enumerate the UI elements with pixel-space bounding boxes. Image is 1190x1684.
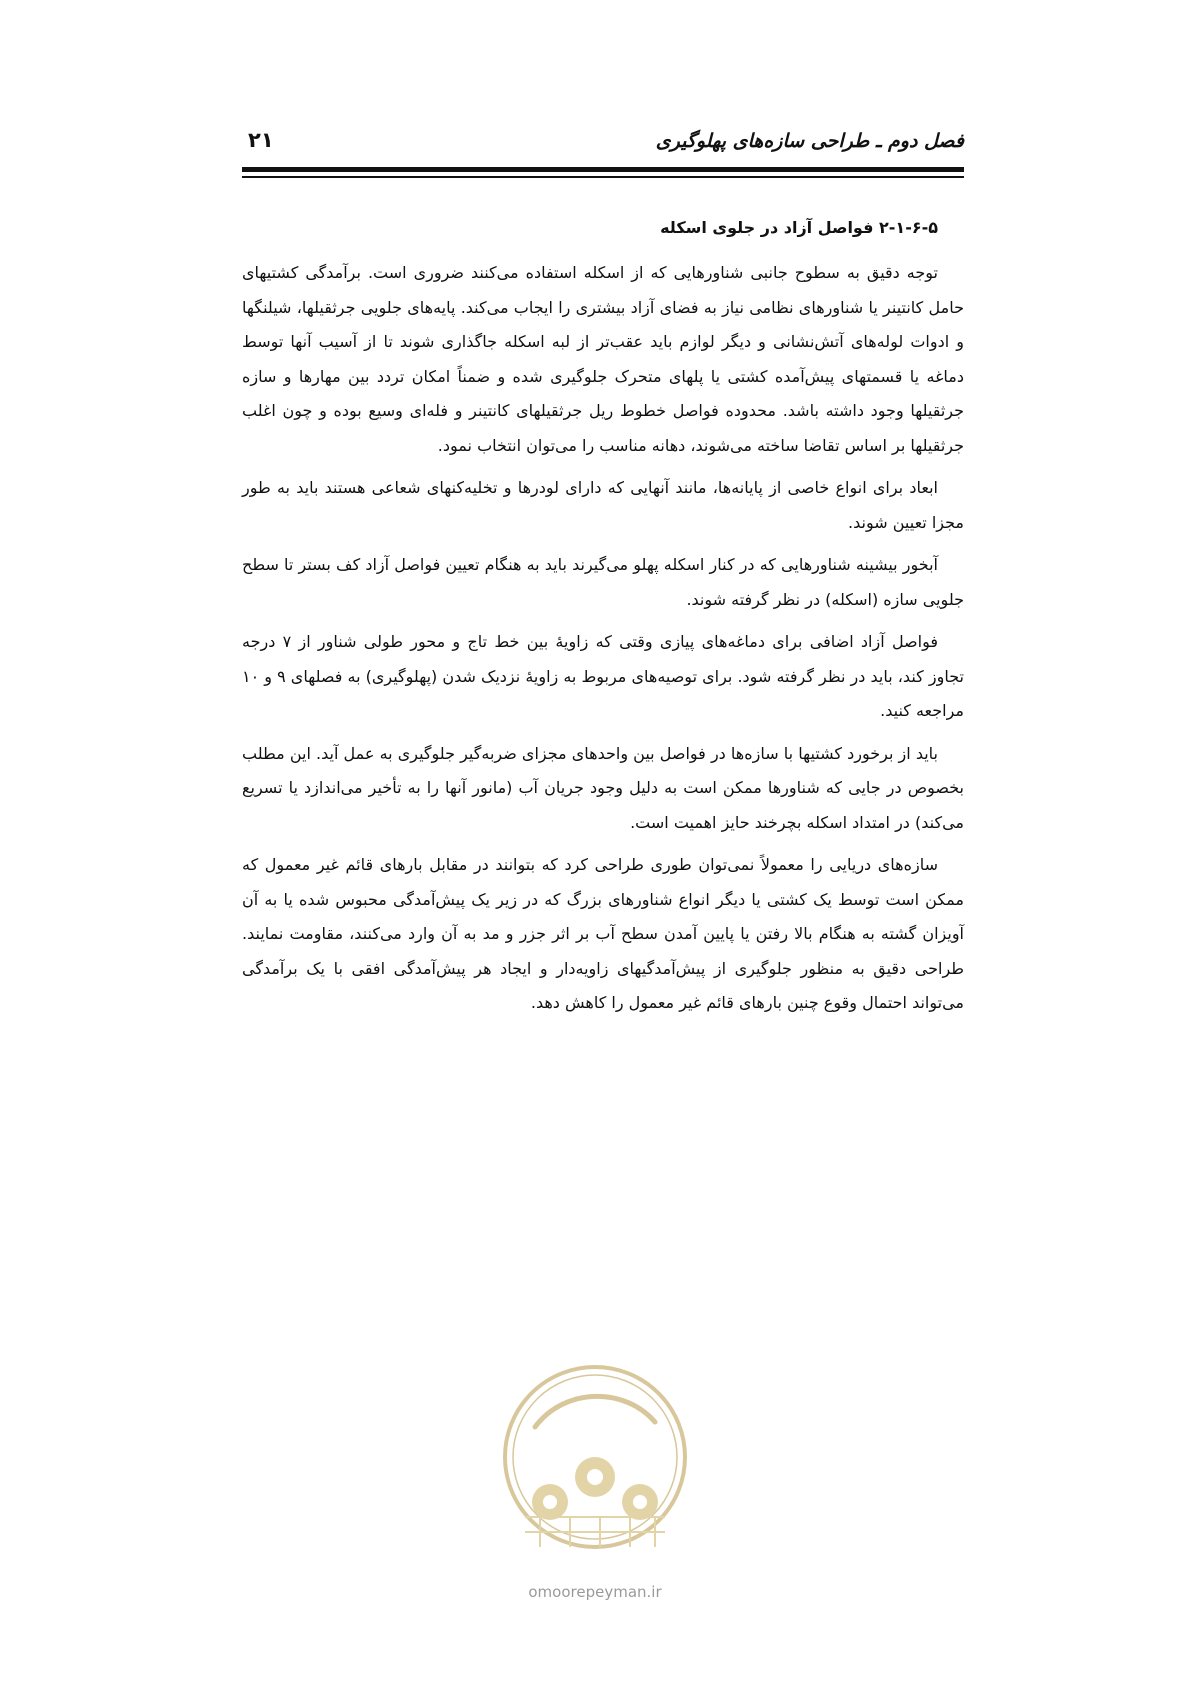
paragraph-1: توجه دقیق به سطوح جانبی شناورهایی که از اسکله استفاده می‌کنند ضروری است. برآمدگی کشتیهای حامل کانتینر یا شناورهای نظامی نیاز به فضای آزاد بیشتری را ایجاب می‌کند. پایه‌های جلویی جرثقیلها، شیلنگها و ادوات لوله‌های آتش‌نشانی و دیگر لوازم باید عقب‌تر از لبه اسکله جاگذاری شوند تا از آسیب آنها توسط دماغه یا قسمتهای پیش‌آمده کشتی یا پلهای متحرک جلوگیری شده و ضمناً امکان تردد بین مهارها و سازه جرثقیلها وجود داشته باشد. محدوده فواصل خطوط ریل جرثقیلهای کانتینر و فله‌ای وسیع بوده و چون اغلب جرثقیلها بر اساس تقاضا ساخته می‌شوند، دهانه مناسب را می‌توان انتخاب نمود.	[242, 263, 964, 455]
page-body	[242, 214, 964, 1029]
paragraph-6: سازه‌های دریایی را معمولاً نمی‌توان طوری طراحی کرد که بتوانند در مقابل بارهای قائم غیر معمول که ممکن است توسط یک کشتی یا دیگر انواع شناورهای بزرگ که در زیر یک پیش‌آمدگی محبوس شده یا به آن آویزان گشته به هنگام بالا رفتن یا پایین آمدن سطح آب بر اثر جزر و مد به آن وارد می‌کنند، مقاومت نمایند. طراحی دقیق به منظور جلوگیری از پیش‌آمدگیهای زاویه‌دار و ایجاد هر پیش‌آمدگی افقی با یک برآمدگی می‌تواند احتمال وقوع چنین بارهای قائم غیر معمول را کاهش دهد.	[242, 855, 964, 1012]
header-rule-thin	[242, 176, 964, 178]
paragraph-3: آبخور بیشینه شناورهایی که در کنار اسکله پهلو می‌گیرند باید به هنگام تعیین فواصل آزاد کف بستر تا سطح جلویی سازه (اسکله) در نظر گرفته شوند.	[242, 555, 964, 609]
section-heading: ۲-۱-۶-۵ فواصل آزاد در جلوی اسکله	[660, 218, 938, 237]
watermark-logo	[495, 1357, 695, 1587]
watermark-website: omoorepeyman.ir	[528, 1583, 662, 1601]
running-title: فصل دوم ـ طراحی سازه‌های پهلوگیری	[655, 130, 964, 152]
page-number: ۲۱	[248, 128, 274, 152]
paragraph-5: باید از برخورد کشتیها با سازه‌ها در فواصل بین واحدهای مجزای ضربه‌گیر جلوگیری به عمل آید. این مطلب بخصوص در جایی که شناورها ممکن است به دلیل وجود جریان آب (مانور آنها را به تأخیر می‌اندازد یا تسریع می‌کند) در امتداد اسکله بچرخند حایز اهمیت است.	[242, 743, 964, 832]
paragraph-4: فواصل آزاد اضافی برای دماغه‌های پیازی وقتی که زاویهٔ بین خط تاج و محور طولی شناور از ۷ درجه تجاوز کند، باید در نظر گرفته شود. برای توصیه‌های مربوط به زاویهٔ نزدیک شدن (پهلوگیری) به فصلهای ۹ و ۱۰ مراجعه کنید.	[242, 632, 964, 720]
header-rule-thick	[242, 167, 964, 172]
paragraph-2: ابعاد برای انواع خاصی از پایانه‌ها، مانند آنهایی که دارای لودرها و تخلیه‌کنهای شعاعی هستند باید به طور مجزا تعیین شوند.	[242, 478, 964, 532]
page-header	[242, 126, 964, 160]
